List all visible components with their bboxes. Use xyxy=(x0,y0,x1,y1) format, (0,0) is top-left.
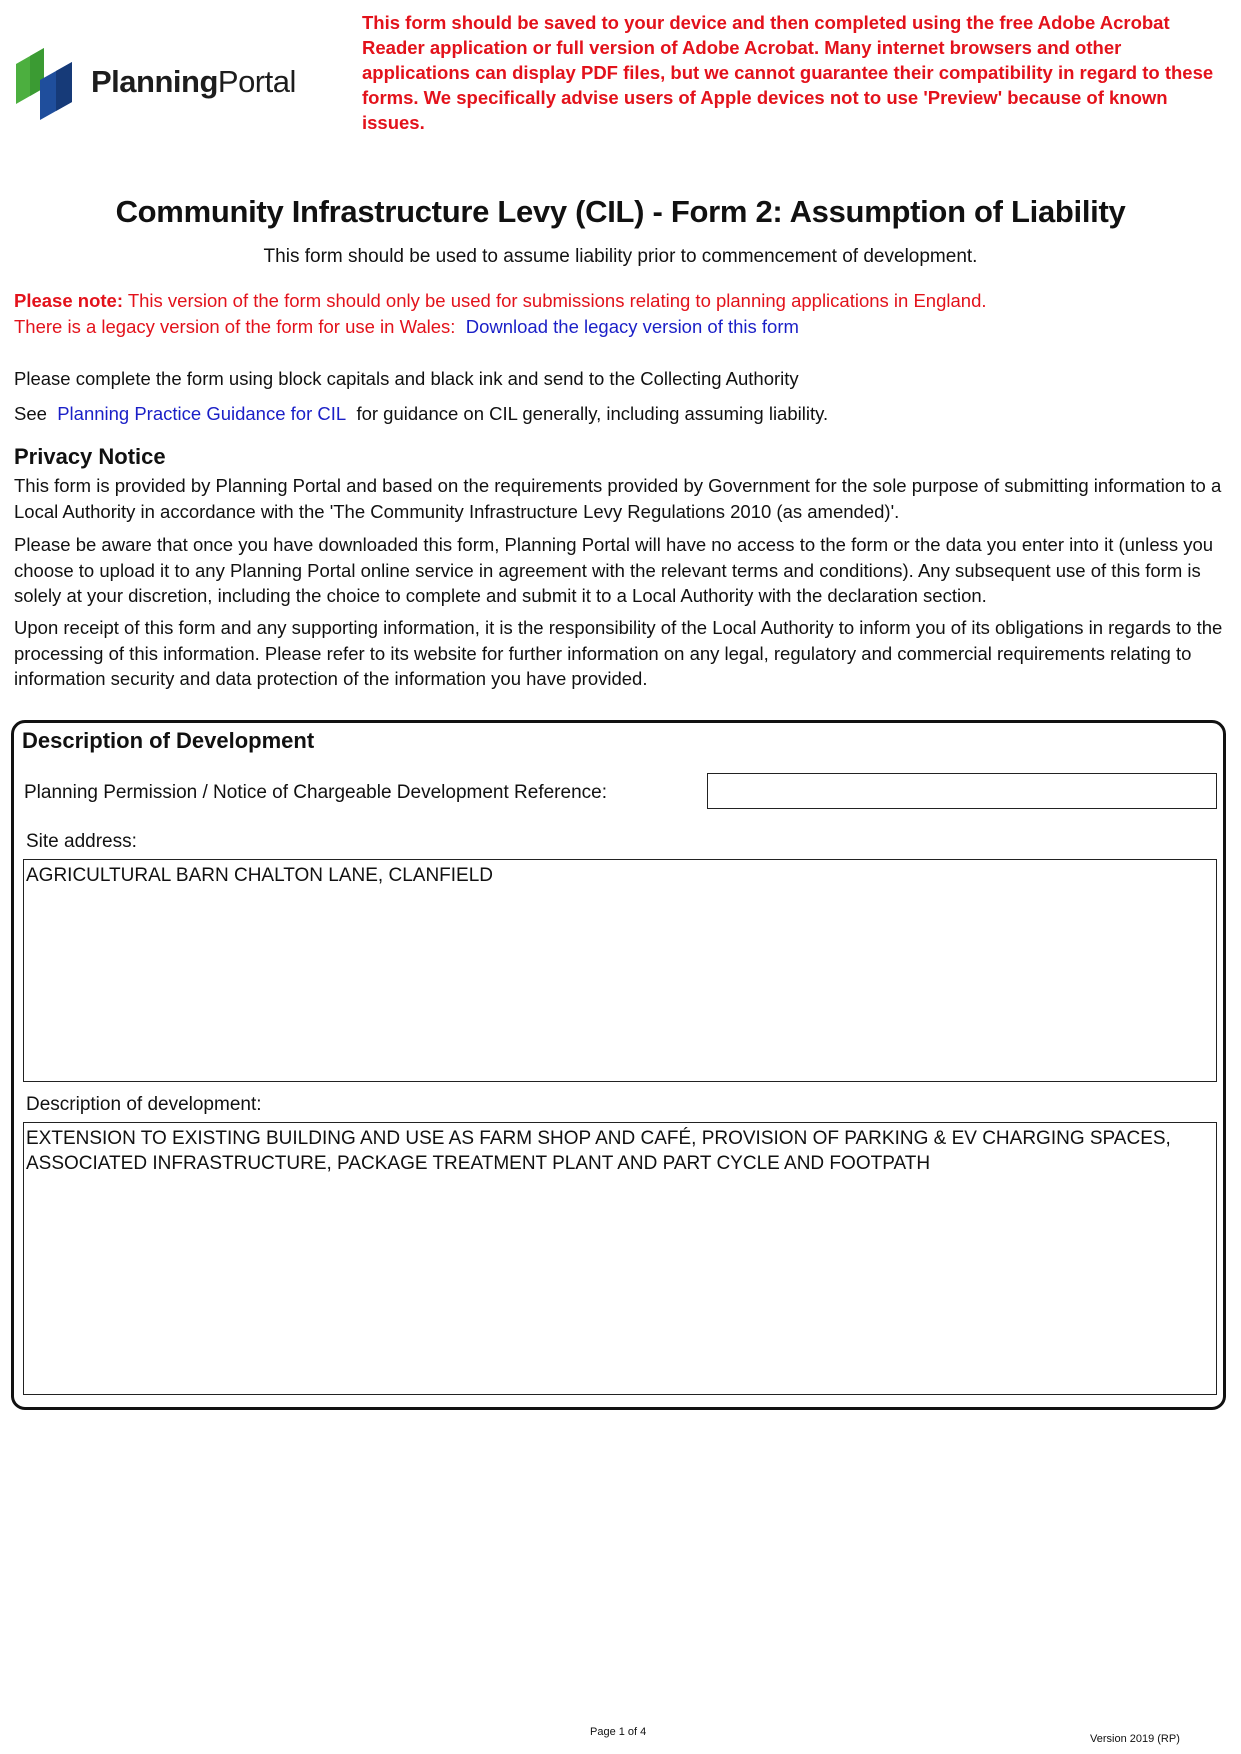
england-note xyxy=(14,288,987,340)
note-label: Please note: xyxy=(14,290,123,311)
download-legacy-form-link[interactable]: Download the legacy version of this form xyxy=(465,316,799,337)
see-prefix: See xyxy=(14,403,47,424)
page-number: Page 1 of 4 xyxy=(590,1726,647,1738)
description-label: Description of development: xyxy=(26,1094,262,1115)
site-address-label: Site address: xyxy=(26,831,137,852)
privacy-paragraph-2: Please be aware that once you have downloaded this form, Planning Portal will have no access to the form or the data you enter into it (unless you choose to upload it to any Planning Portal online service in agreement with the relevant terms and conditions). Any subsequent use of this form is solely at your discretion, including the choice to complete and submit it to a Local Authority with the declaration section. xyxy=(14,534,1214,606)
form-version: Version 2019 (RP) xyxy=(1090,1733,1180,1745)
description-input[interactable]: EXTENSION TO EXISTING BUILDING AND USE AS FARM SHOP AND CAFÉ, PROVISION OF PARKING & EV CHARGING SPACES, ASSOCIATED INFRASTRUCTURE, PACKAGE TREATMENT PLANT AND PART CYCLE AND FOOTPATH xyxy=(23,1122,1217,1395)
page-title: Community Infrastructure Levy (CIL) - Form 2: Assumption of Liability xyxy=(115,194,1126,229)
privacy-paragraph-3: Upon receipt of this form and any supporting information, it is the responsibility of the Local Authority to inform you of its obligations in regards to the processing of this information. Please refer to its website for further information on any legal, regulatory and commercial requirements relating to information security and data protection of the information you have provided. xyxy=(14,617,1223,689)
wales-note-text: There is a legacy version of the form for use in Wales: xyxy=(14,316,456,337)
logo-wordmark-bold: Planning xyxy=(91,64,218,99)
site-address-input[interactable]: AGRICULTURAL BARN CHALTON LANE, CLANFIELD xyxy=(23,859,1217,1082)
reference-input[interactable] xyxy=(707,773,1217,809)
guidance-line xyxy=(14,401,1229,427)
privacy-notice-heading: Privacy Notice xyxy=(14,444,166,469)
see-suffix: for guidance on CIL generally, including assuming liability. xyxy=(356,403,829,424)
note-text: This version of the form should only be used for submissions relating to planning applications in England. xyxy=(127,290,987,311)
reference-label: Planning Permission / Notice of Chargeable Development Reference: xyxy=(24,782,607,803)
logo-wordmark-regular: Portal xyxy=(217,64,296,99)
planning-portal-logo-icon xyxy=(14,44,86,124)
privacy-paragraph-1: This form is provided by Planning Portal and based on the requirements provided by Government for the sole purpose of submitting information to a Local Authority in accordance with the 'The Community Infrastructure Levy Regulations 2010 (as amended)'. xyxy=(14,475,1222,522)
page-subtitle: This form should be used to assume liability prior to commencement of development. xyxy=(263,246,978,267)
cil-guidance-link[interactable]: Planning Practice Guidance for CIL xyxy=(57,403,347,424)
block-capitals-instruction: Please complete the form using block capitals and black ink and send to the Collecting Authority xyxy=(14,368,799,389)
planning-portal-wordmark xyxy=(91,64,296,100)
section-title: Description of Development xyxy=(22,728,315,753)
adobe-warning-notice: This form should be saved to your device and then completed using the free Adobe Acrobat Reader application or full version of Adobe Acrobat. Many internet browsers and other applications can display PDF files, but we cannot guarantee their compatibility in regard to these forms. We specifically advise users of Apple devices not to use 'Preview' because of known issues. xyxy=(362,12,1214,133)
